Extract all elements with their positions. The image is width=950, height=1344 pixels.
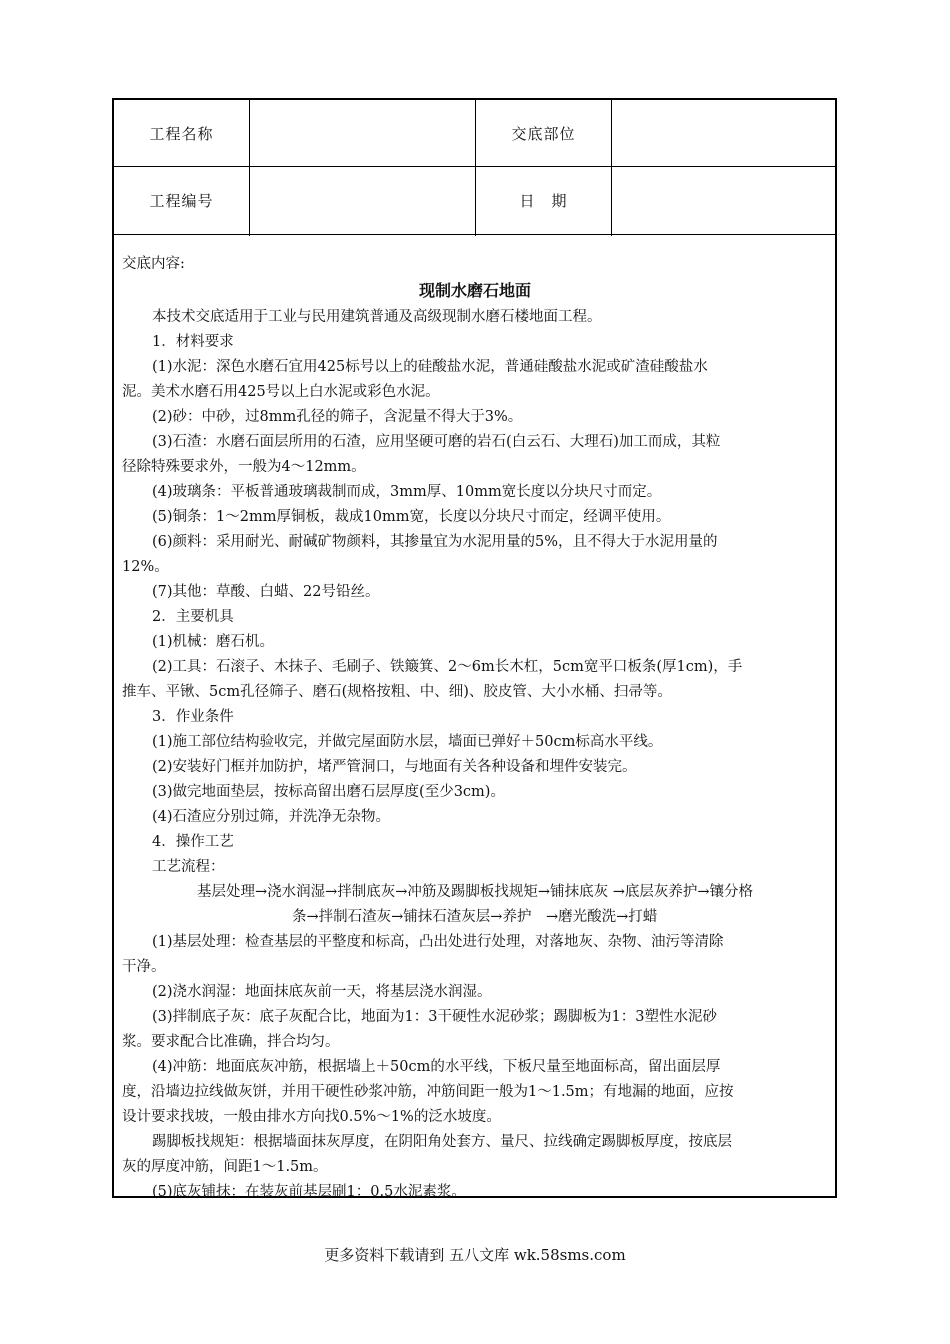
paragraph: (3)石渣：水磨石面层所用的石渣，应用坚硬可磨的岩石(白云石、大理石)加工而成，其粒 xyxy=(152,434,721,450)
paragraph: (2)安装好门框并加防护，堵严管洞口，与地面有关各种设备和埋件安装完。 xyxy=(152,759,637,775)
paragraph: (2)工具：石滚子、木抹子、毛刷子、铁簸箕、2～6m长木杠，5cm宽平口板条(厚1cm)，手 xyxy=(152,659,743,675)
paragraph: 本技术交底适用于工业与民用建筑普通及高级现制水磨石楼地面工程。 xyxy=(152,309,602,325)
paragraph: (4)玻璃条：平板普通玻璃裁制而成，3mm厚、10mm宽长度以分块尺寸而定。 xyxy=(152,484,662,500)
process-flow-line: 条→拌制石渣灰→铺抹石渣灰层→养护 →磨光酸洗→打蜡 xyxy=(292,909,658,925)
date-value[interactable] xyxy=(612,167,835,234)
paragraph: (5)铜条：1～2mm厚铜板，裁成10mm宽，长度以分块尺寸而定，经调平使用。 xyxy=(152,509,671,525)
paragraph-continuation: 泥。美术水磨石用425号以上白水泥或彩色水泥。 xyxy=(122,384,440,400)
paragraph: (1)机械：磨石机。 xyxy=(152,634,275,650)
project-name-value[interactable] xyxy=(250,100,475,166)
disclosure-sheet xyxy=(112,98,837,1198)
paragraph: (4)石渣应分别过筛，并洗净无杂物。 xyxy=(152,809,391,825)
paragraph-continuation: 推车、平锹、5cm孔径筛子、磨石(规格按粗、中、细)、胶皮管、大小水桶、扫帚等。 xyxy=(122,684,672,700)
header-table xyxy=(114,100,835,236)
section-label: 交底内容: xyxy=(122,256,185,272)
paragraph: (6)颜料：采用耐光、耐碱矿物颜料，其掺量宜为水泥用量的5%，且不得大于水泥用量的 xyxy=(152,534,718,550)
section-heading: 1．材料要求 xyxy=(152,334,234,350)
footer-download-note: 更多资料下载请到 五八文库 wk.58sms.com xyxy=(324,1246,626,1264)
paragraph: (1)基层处理：检查基层的平整度和标高，凸出处进行处理，对落地灰、杂物、油污等清除 xyxy=(152,934,724,950)
project-no-label: 工程编号 xyxy=(149,192,214,210)
paragraph: (1)施工部位结构验收完，并做完屋面防水层，墙面已弹好＋50cm标高水平线。 xyxy=(152,734,663,750)
section-heading: 4．操作工艺 xyxy=(152,834,234,850)
paragraph-continuation: 度，沿墙边拉线做灰饼，并用干硬性砂浆冲筋，冲筋间距一般为1～1.5m；有地漏的地面，应按 xyxy=(122,1084,734,1100)
project-name-label: 工程名称 xyxy=(149,124,214,143)
section-heading: 2．主要机具 xyxy=(152,609,234,625)
disclosure-part-label: 交底部位 xyxy=(511,124,576,143)
paragraph: (3)拌制底子灰：底子灰配合比，地面为1：3干硬性水泥砂浆；踢脚板为1：3塑性水泥砂 xyxy=(152,1009,717,1025)
paragraph: (5)底灰铺抹：在装灰前基层刷1：0.5水泥素浆。 xyxy=(152,1184,466,1200)
paragraph: (1)水泥：深色水磨石宜用425标号以上的硅酸盐水泥，普通硅酸盐水泥或矿渣硅酸盐水 xyxy=(152,359,708,375)
paragraph-continuation: 浆。要求配合比准确，拌合均匀。 xyxy=(122,1034,340,1050)
project-no-value[interactable] xyxy=(250,167,475,234)
paragraph-continuation: 径除特殊要求外，一般为4～12mm。 xyxy=(122,459,366,475)
paragraph: (2)砂：中砂，过8mm孔径的筛子，含泥量不得大于3%。 xyxy=(152,409,523,425)
paragraph: (7)其他：草酸、白蜡、22号铅丝。 xyxy=(152,584,380,600)
paragraph-continuation: 设计要求找坡，一般由排水方向找0.5%～1%的泛水坡度。 xyxy=(122,1109,501,1125)
process-flow-label: 工艺流程： xyxy=(152,859,225,875)
date-label: 日 期 xyxy=(519,192,568,210)
section-heading: 3．作业条件 xyxy=(152,709,234,725)
paragraph-continuation: 12%。 xyxy=(122,559,169,575)
paragraph: (4)冲筋：地面底灰冲筋，根据墙上＋50cm的水平线，下板尺量至地面标高，留出面层厚 xyxy=(152,1059,721,1075)
disclosure-part-value[interactable] xyxy=(612,100,835,166)
paragraph: (3)做完地面垫层，按标高留出磨石层厚度(至少3cm)。 xyxy=(152,784,505,800)
document-title: 现制水磨石地面 xyxy=(418,281,531,300)
disclosure-content xyxy=(122,252,828,1205)
paragraph-continuation: 干净。 xyxy=(122,959,166,975)
process-flow-line: 基层处理→浇水润湿→拌制底灰→冲筋及踢脚板找规矩→铺抹底灰 →底层灰养护→镶分格 xyxy=(196,884,753,900)
paragraph: (2)浇水润湿：地面抹底灰前一天，将基层浇水润湿。 xyxy=(152,984,492,1000)
paragraph: 踢脚板找规矩：根据墙面抹灰厚度，在阴阳角处套方、量尺、拉线确定踢脚板厚度，按底层 xyxy=(152,1134,732,1150)
paragraph-continuation: 灰的厚度冲筋，间距1～1.5m。 xyxy=(122,1159,328,1175)
